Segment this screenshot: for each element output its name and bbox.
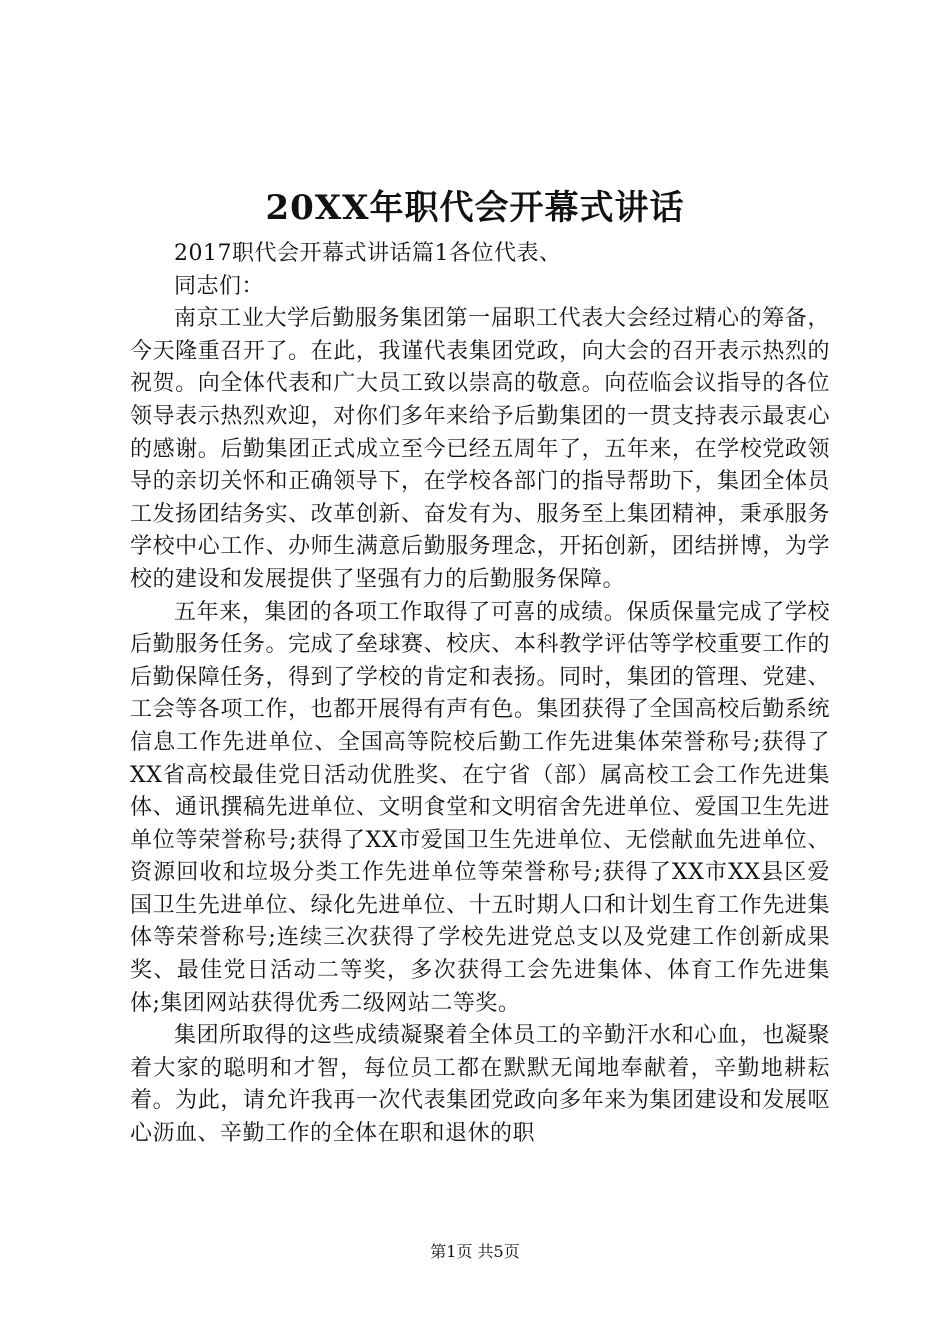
page-indicator: 第1页 共5页	[430, 1242, 520, 1261]
document-title: 20XX年职代会开幕式讲话	[265, 188, 685, 228]
paragraph-salutation: 同志们：	[174, 273, 265, 299]
paragraph-achievements: 五年来，集团的各项工作取得了可喜的成绩。保质保量完成了学校后勤服务任务。完成了垒球赛、校庆、本科教学评估等学校重要工作的后勤保障任务，得到了学校的肯定和表扬。同时，集团的管理、党建、工会等各项工作，也都开展得有声有色。集团获得了全国高校后勤系统信息工作先进单位、全国高等院校后勤工作先进集体荣誉称号;获得了XX省高校最佳党日活动优胜奖、在宁省（部）属高校工会工作先进集体、通讯撰稿先进单位、文明食堂和文明宿舍先进单位、爱国卫生先进单位等荣誉称号;获得了XX市爱国卫生先进单位、无偿献血先进单位、资源回收和垃圾分类工作先进单位等荣誉称号;获得了XX市XX县区爱国卫生先进单位、绿化先进单位、十五时期人口和计划生育工作先进集体等荣誉称号;连续三次获得了学校先进党总支以及党建工作创新成果奖、最佳党日活动二等奖，多次获得工会先进集体、体育工作先进集体;集团网站获得优秀二级网站二等奖。	[130, 599, 830, 1016]
paragraph-opening: 南京工业大学后勤服务集团第一届职工代表大会经过精心的筹备，今天隆重召开了。在此，我谨代表集团党政，向大会的召开表示热烈的祝贺。向全体代表和广大员工致以崇高的敬意。向莅临会议指导的各位领导表示热烈欢迎，对你们多年来给予后勤集团的一贯支持表示最衷心的感谢。后勤集团正式成立至今已经五周年了，五年来，在学校党政领导的亲切关怀和正确领导下，在学校各部门的指导帮助下，集团全体员工发扬团结务实、改革创新、奋发有为、服务至上集团精神，秉承服务学校中心工作、办师生满意后勤服务理念，开拓创新，团结拼博，为学校的建设和发展提供了坚强有力的后勤服务保障。	[130, 306, 830, 592]
document-body	[130, 238, 830, 1151]
paragraph-heading: 2017职代会开幕式讲话篇1各位代表、	[174, 241, 562, 266]
paragraph-thanks: 集团所取得的这些成绩凝聚着全体员工的辛勤汗水和心血，也凝聚着大家的聪明和才智，每位员工都在默默无闻地奉献着，辛勤地耕耘着。为此，请允许我再一次代表集团党政向多年来为集团建设和发展呕心沥血、辛勤工作的全体在职和退休的职	[130, 1023, 830, 1147]
